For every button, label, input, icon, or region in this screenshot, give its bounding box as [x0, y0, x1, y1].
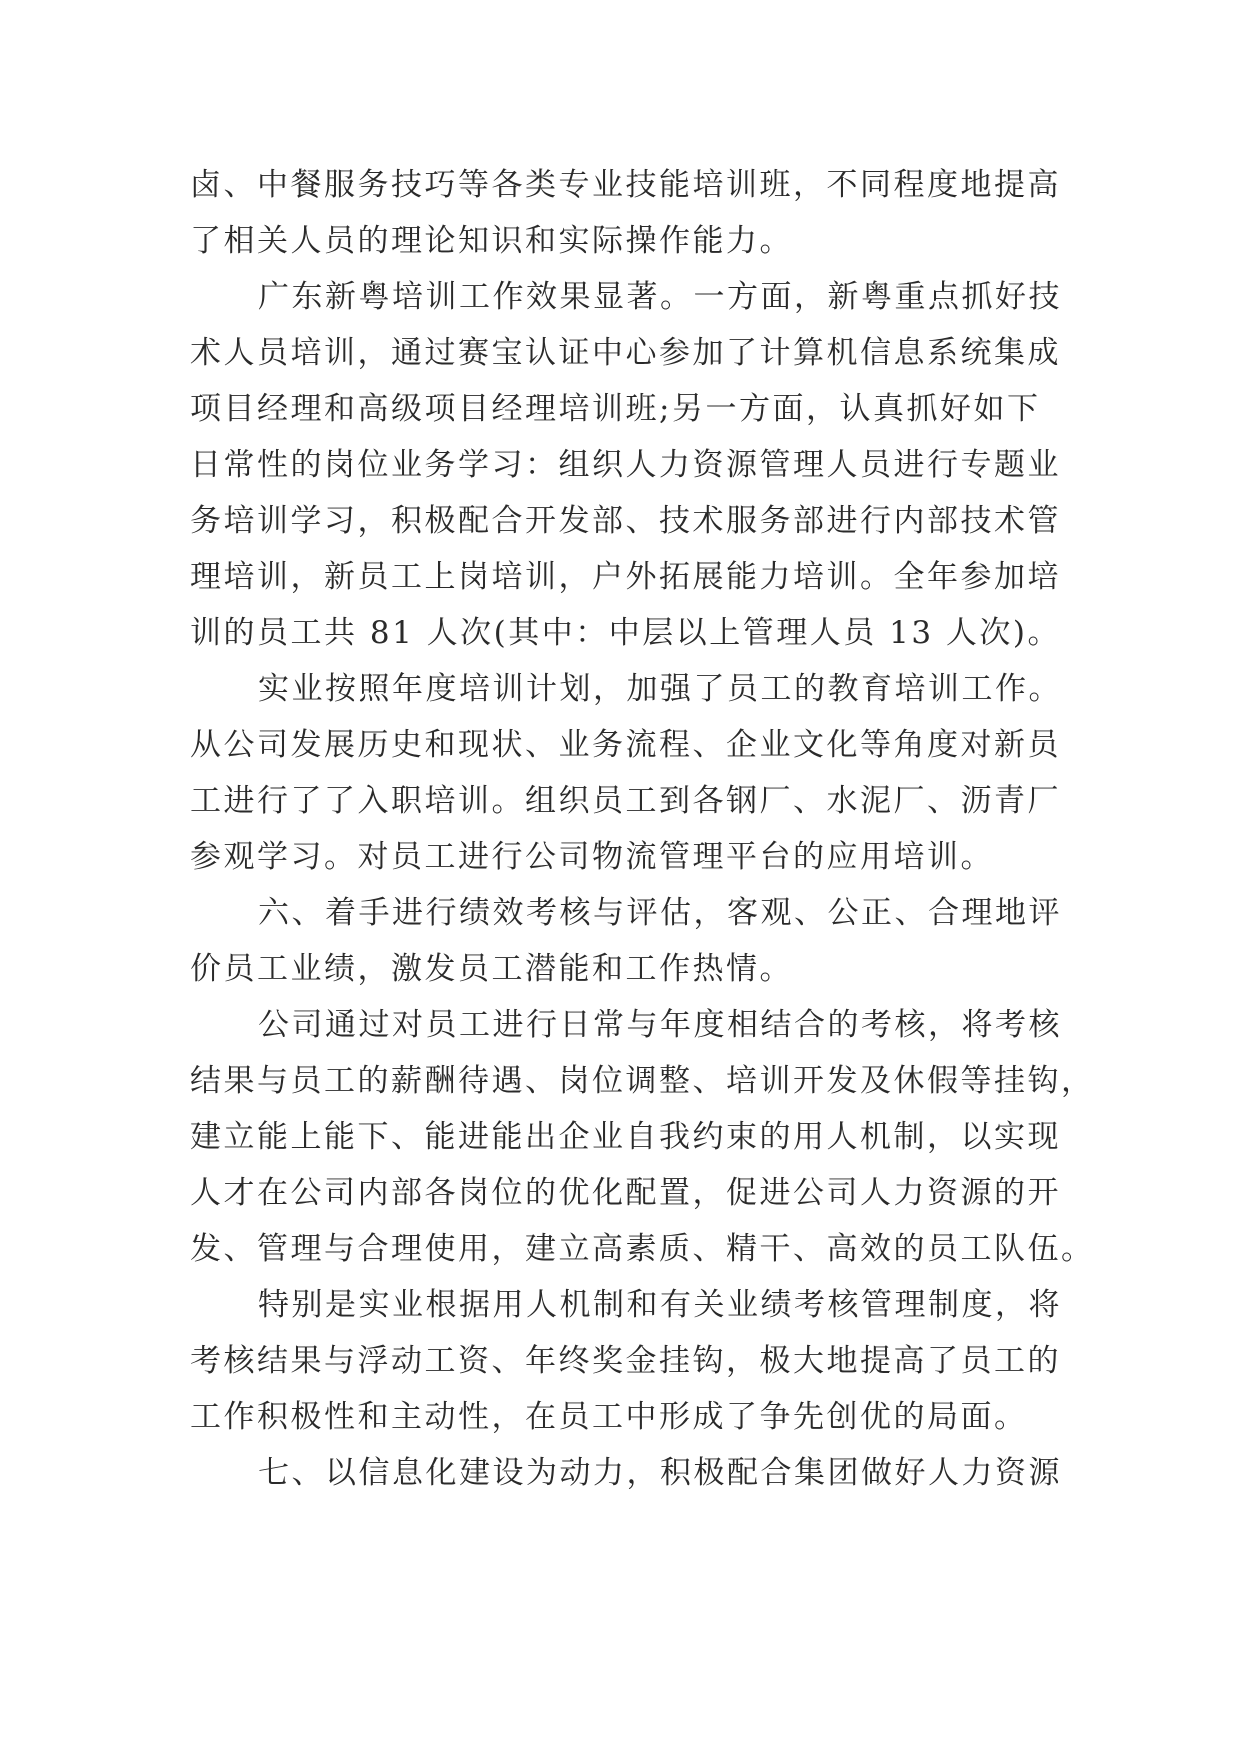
text-line: 卤、中餐服务技巧等各类专业技能培训班，不同程度地提高	[190, 167, 1061, 203]
text-line: 考核结果与浮动工资、年终奖金挂钩，极大地提高了员工的	[190, 1343, 1061, 1379]
paragraph-start-line: 公司通过对员工进行日常与年度相结合的考核，将考核	[258, 1007, 1062, 1043]
section-heading-line: 七、以信息化建设为动力，积极配合集团做好人力资源	[258, 1455, 1062, 1491]
text-line: 项目经理和高级项目经理培训班;另一方面，认真抓好如下	[190, 391, 1041, 427]
text-line: 务培训学习，积极配合开发部、技术服务部进行内部技术管	[190, 503, 1061, 539]
section-heading-line: 六、着手进行绩效考核与评估，客观、公正、合理地评	[258, 895, 1062, 931]
text-line: 术人员培训，通过赛宝认证中心参加了计算机信息系统集成	[190, 335, 1061, 371]
text-line: 结果与员工的薪酬待遇、岗位调整、培训开发及休假等挂钩，	[190, 1063, 1095, 1099]
paragraph-start-line: 实业按照年度培训计划，加强了员工的教育培训工作。	[258, 671, 1062, 707]
text-line: 工作积极性和主动性，在员工中形成了争先创优的局面。	[190, 1399, 1028, 1435]
text-line: 工进行了了入职培训。组织员工到各钢厂、水泥厂、沥青厂	[190, 783, 1061, 819]
text-line: 价员工业绩，激发员工潜能和工作热情。	[190, 951, 793, 987]
paragraph-start-line: 特别是实业根据用人机制和有关业绩考核管理制度，将	[258, 1287, 1062, 1323]
text-line: 从公司发展历史和现状、业务流程、企业文化等角度对新员	[190, 727, 1061, 763]
text-line: 发、管理与合理使用，建立高素质、精干、高效的员工队伍。	[190, 1231, 1095, 1267]
text-line: 理培训，新员工上岗培训，户外拓展能力培训。全年参加培	[190, 559, 1061, 595]
text-line: 人才在公司内部各岗位的优化配置，促进公司人力资源的开	[190, 1175, 1061, 1211]
text-line: 训的员工共 81 人次(其中：中层以上管理人员 13 人次)。	[190, 615, 1061, 651]
text-line: 日常性的岗位业务学习：组织人力资源管理人员进行专题业	[190, 447, 1061, 483]
text-line: 参观学习。对员工进行公司物流管理平台的应用培训。	[190, 839, 994, 875]
paragraph-start-line: 广东新粤培训工作效果显著。一方面，新粤重点抓好技	[258, 279, 1062, 315]
text-line: 建立能上能下、能进能出企业自我约束的用人机制，以实现	[190, 1119, 1061, 1155]
text-line: 了相关人员的理论知识和实际操作能力。	[190, 223, 793, 259]
